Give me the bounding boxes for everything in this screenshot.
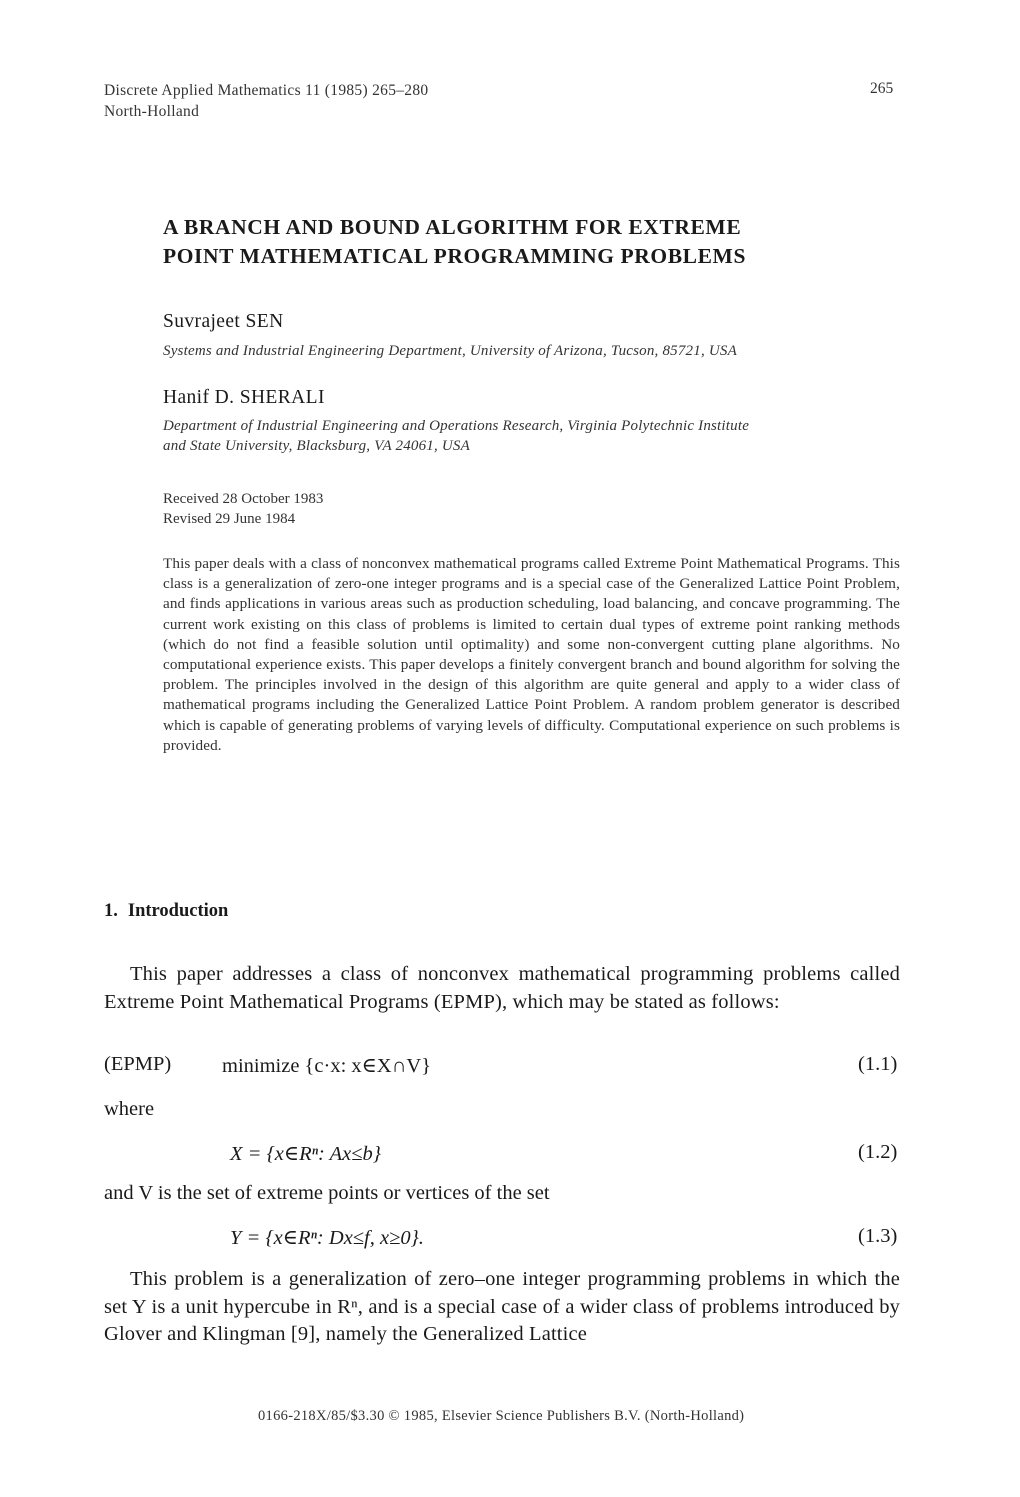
received-date: Received 28 October 1983 bbox=[163, 491, 324, 507]
intro-paragraph-2 bbox=[104, 1266, 900, 1349]
equation-1-3: Y = {x∈Rⁿ: Dx≤f, x≥0}. bbox=[230, 1227, 424, 1249]
title-line-1: A BRANCH AND BOUND ALGORITHM FOR EXTREME bbox=[163, 215, 742, 239]
author-name-1: Suvrajeet SEN bbox=[163, 311, 284, 332]
copyright-footer: 0166-218X/85/$3.30 © 1985, Elsevier Science Publishers B.V. (North-Holland) bbox=[258, 1408, 745, 1424]
intro-paragraph-1 bbox=[104, 961, 900, 1016]
equation-label-epmp: (EPMP) bbox=[104, 1053, 172, 1075]
equation-1-1: minimize {c·x: x∈X∩V} bbox=[222, 1055, 432, 1077]
paragraph-text: This paper addresses a class of nonconvex mathematical programming problems called Extreme Point Mathematical Programs (EPMP), which may be stated as follows: bbox=[104, 963, 900, 1013]
abstract: This paper deals with a class of nonconvex mathematical programs called Extreme Point Mathematical Programs. This class is a generalization of zero-one integer programs and is a special case of the Generalized Lattice Point Problem, and finds applications in various areas such as production scheduling, load balancing, and concave programming. The current work existing on this class of problems is limited to certain dual types of extreme point ranking methods (which do not find a feasible solution until optimality) and some non-convergent cutting plane algorithms. No computational experience exists. This paper develops a finitely convergent branch and bound algorithm for solving the problem. The principles involved in the design of this algorithm are quite general and apply to a wider class of mathematical programs including the Generalized Lattice Point Problem. A random problem generator is described which is capable of generating problems of varying levels of difficulty. Computational experience on such problems is provided. bbox=[163, 555, 900, 754]
section-heading bbox=[104, 901, 228, 922]
revised-date: Revised 29 June 1984 bbox=[163, 511, 296, 527]
author-affiliation-2 bbox=[163, 416, 749, 456]
section-title: Introduction bbox=[127, 901, 229, 921]
equation-number-1-1: (1.1) bbox=[858, 1053, 898, 1075]
section-number: 1. bbox=[104, 901, 118, 921]
equation-number-1-2: (1.2) bbox=[858, 1141, 898, 1163]
paper-title bbox=[163, 213, 746, 271]
affiliation-line: Systems and Industrial Engineering Department, University of Arizona, Tucson, 85721, USA bbox=[163, 343, 737, 359]
equation-number-1-3: (1.3) bbox=[858, 1225, 898, 1247]
journal-citation: Discrete Applied Mathematics 11 (1985) 265–280 bbox=[104, 82, 429, 99]
author-name-2: Hanif D. SHERALI bbox=[163, 387, 325, 408]
title-line-2: POINT MATHEMATICAL PROGRAMMING PROBLEMS bbox=[163, 244, 747, 268]
paragraph-text: This problem is a generalization of zero–one integer programming problems in which the set Y is a unit hypercube in Rⁿ, and is a special case of a wider class of problems introduced by Glover and Klingman [9], namely the Generalized Lattice bbox=[104, 1268, 900, 1345]
equation-1-2: X = {x∈Rⁿ: Ax≤b} bbox=[230, 1143, 381, 1165]
author-affiliation-1 bbox=[163, 341, 737, 361]
page-number: 265 bbox=[870, 80, 894, 97]
submission-dates bbox=[163, 489, 323, 529]
and-v-line: and V is the set of extreme points or vertices of the set bbox=[104, 1182, 550, 1204]
publisher-line: North-Holland bbox=[104, 103, 200, 120]
affiliation-line: Department of Industrial Engineering and Operations Research, Virginia Polytechnic Institute bbox=[163, 418, 750, 434]
affiliation-line: and State University, Blacksburg, VA 24061, USA bbox=[163, 438, 470, 454]
where-text: where bbox=[104, 1098, 155, 1120]
running-header bbox=[104, 80, 428, 122]
